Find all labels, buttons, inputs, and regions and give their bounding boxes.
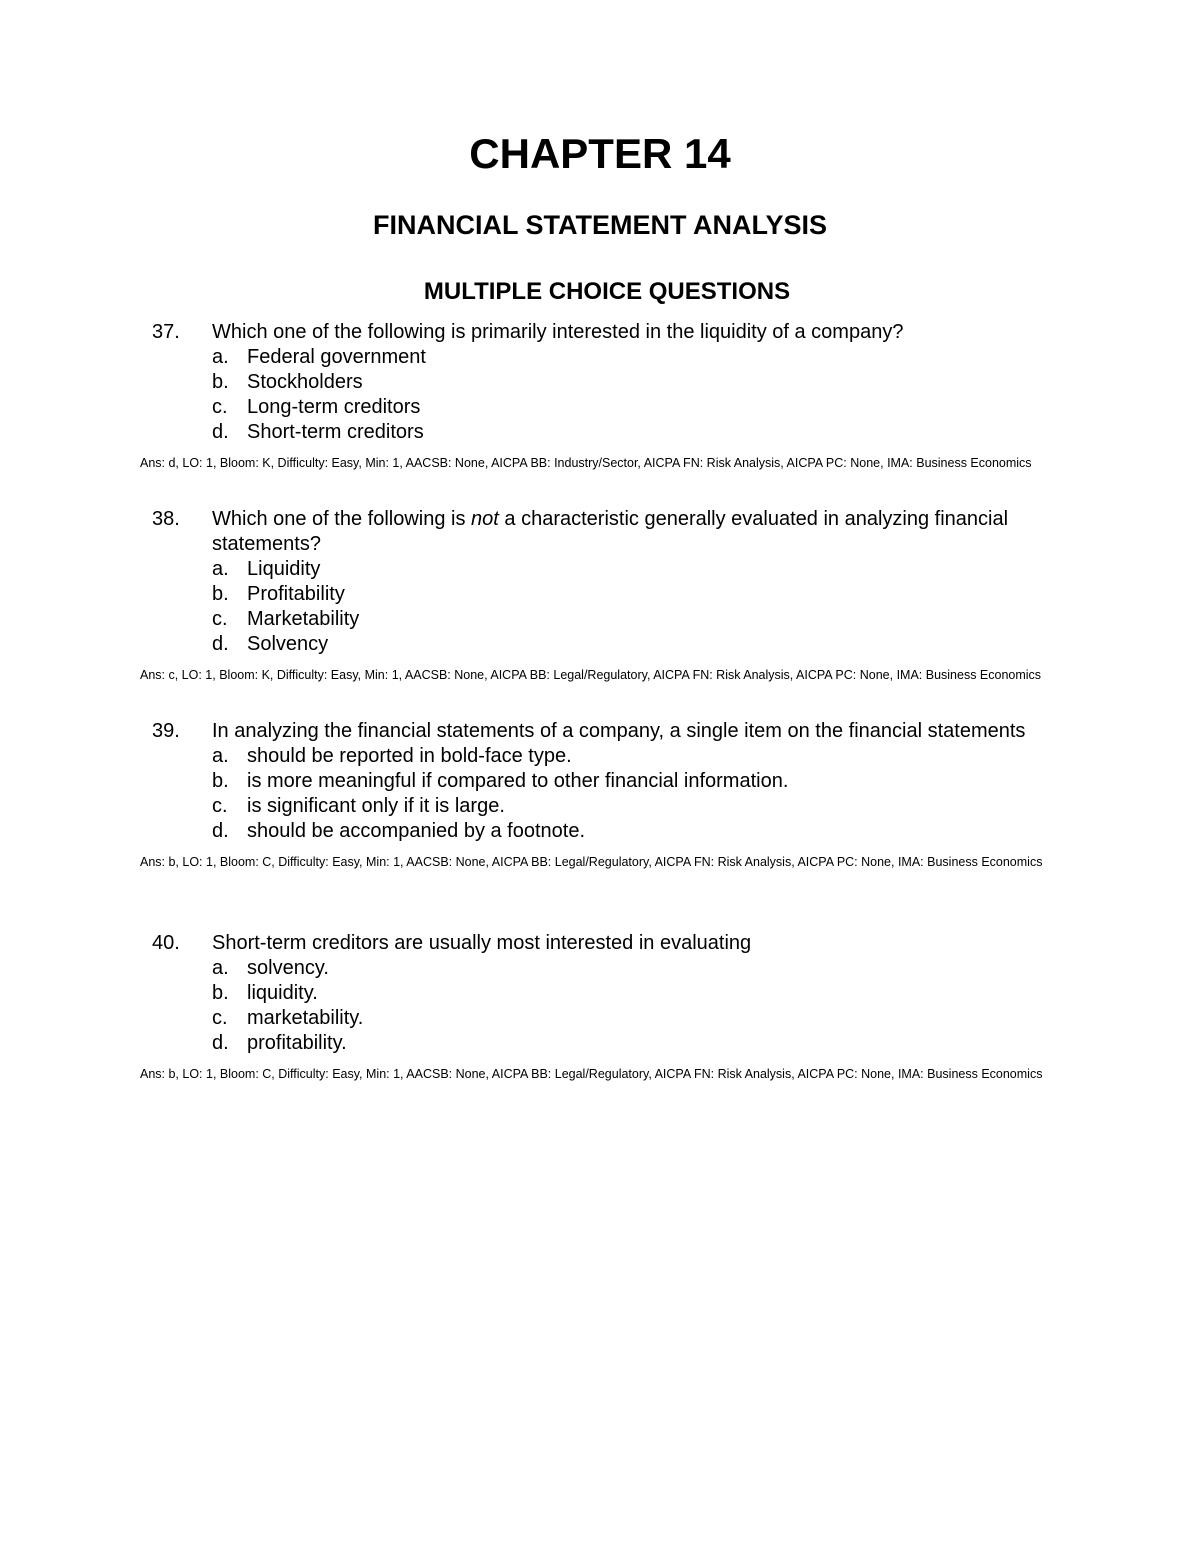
question-text: In analyzing the financial statements of a company, a single item on the financial statements (212, 720, 1026, 742)
choice-list (140, 744, 1072, 844)
choice-b (140, 981, 1072, 1006)
choice-text: Federal government (247, 346, 426, 368)
question-number: 38. (152, 508, 180, 530)
answer-key: Ans: d, LO: 1, Bloom: K, Difficulty: Easy, Min: 1, AACSB: None, AICPA BB: Industry/Sector, AICPA FN: Risk Analysis, AICPA PC: None, IMA: Business Economics (140, 456, 1032, 470)
choice-text: should be accompanied by a footnote. (247, 820, 586, 842)
question-text (212, 507, 1072, 557)
choice-a (140, 557, 1072, 582)
question-text-emphasis: not (471, 508, 499, 530)
choice-letter: a. (212, 745, 229, 767)
choice-letter: b. (212, 770, 229, 792)
choice-letter: d. (212, 1032, 229, 1054)
question-text: Short-term creditors are usually most interested in evaluating (212, 932, 752, 954)
choice-letter: c. (212, 1007, 228, 1029)
choice-letter: b. (212, 371, 229, 393)
question-39 (140, 719, 1072, 870)
chapter-title: CHAPTER 14 (469, 130, 731, 177)
choice-c (140, 607, 1072, 632)
choice-text: is significant only if it is large. (247, 795, 505, 817)
choice-d (140, 1031, 1072, 1056)
question-stem (140, 320, 1072, 345)
choice-text: Solvency (247, 633, 329, 655)
choice-d (140, 632, 1072, 657)
choice-d (140, 819, 1072, 844)
choice-c (140, 794, 1072, 819)
choice-text: Liquidity (247, 558, 321, 580)
choice-letter: d. (212, 820, 229, 842)
answer-key: Ans: b, LO: 1, Bloom: C, Difficulty: Easy, Min: 1, AACSB: None, AICPA BB: Legal/Regulatory, AICPA FN: Risk Analysis, AICPA PC: None, IMA: Business Economics (140, 855, 1043, 869)
choice-letter: c. (212, 795, 228, 817)
choice-letter: b. (212, 583, 229, 605)
choice-list (140, 956, 1072, 1056)
choice-letter: a. (212, 957, 229, 979)
choice-b (140, 582, 1072, 607)
choice-d (140, 420, 1072, 445)
choice-text: marketability. (247, 1007, 364, 1029)
choice-text: solvency. (247, 957, 329, 979)
choice-letter: c. (212, 608, 228, 630)
choice-c (140, 1006, 1072, 1031)
question-37 (140, 320, 1072, 471)
answer-key: Ans: c, LO: 1, Bloom: K, Difficulty: Easy, Min: 1, AACSB: None, AICPA BB: Legal/Regulatory, AICPA FN: Risk Analysis, AICPA PC: None, IMA: Business Economics (140, 668, 1042, 682)
question-number: 40. (152, 932, 180, 954)
choice-a (140, 744, 1072, 769)
choice-b (140, 370, 1072, 395)
choice-letter: d. (212, 633, 229, 655)
choice-letter: b. (212, 982, 229, 1004)
answer-key: Ans: b, LO: 1, Bloom: C, Difficulty: Easy, Min: 1, AACSB: None, AICPA BB: Legal/Regulatory, AICPA FN: Risk Analysis, AICPA PC: None, IMA: Business Economics (140, 1067, 1043, 1081)
choice-text: Long-term creditors (247, 396, 421, 418)
choice-text: Marketability (247, 608, 360, 630)
choice-text: Profitability (247, 583, 345, 605)
choice-letter: c. (212, 396, 228, 418)
choice-text: Short-term creditors (247, 421, 424, 443)
choice-text: should be reported in bold-face type. (247, 745, 572, 767)
choice-letter: a. (212, 558, 229, 580)
question-text-start: Which one of the following is (212, 508, 472, 530)
question-stem (140, 719, 1072, 744)
choice-letter: d. (212, 421, 229, 443)
chapter-subtitle: FINANCIAL STATEMENT ANALYSIS (372, 210, 828, 240)
choice-text: liquidity. (247, 982, 318, 1004)
question-text-end: a characteristic generally evaluated in analyzing financial statements? (212, 508, 1009, 555)
choice-a (140, 956, 1072, 981)
choice-text: Stockholders (247, 371, 363, 393)
choice-a (140, 345, 1072, 370)
choice-letter: a. (212, 346, 229, 368)
choice-b (140, 769, 1072, 794)
choice-list (140, 345, 1072, 445)
question-stem (140, 507, 1072, 557)
question-number: 39. (152, 720, 180, 742)
choice-list (140, 557, 1072, 657)
question-stem (140, 931, 1072, 956)
section-title: MULTIPLE CHOICE QUESTIONS (423, 278, 791, 305)
question-number: 37. (152, 321, 180, 343)
choice-text: profitability. (247, 1032, 347, 1054)
question-40 (140, 931, 1072, 1082)
question-text: Which one of the following is primarily interested in the liquidity of a company? (212, 321, 904, 343)
choice-text: is more meaningful if compared to other financial information. (247, 770, 789, 792)
choice-c (140, 395, 1072, 420)
question-38 (140, 507, 1072, 683)
